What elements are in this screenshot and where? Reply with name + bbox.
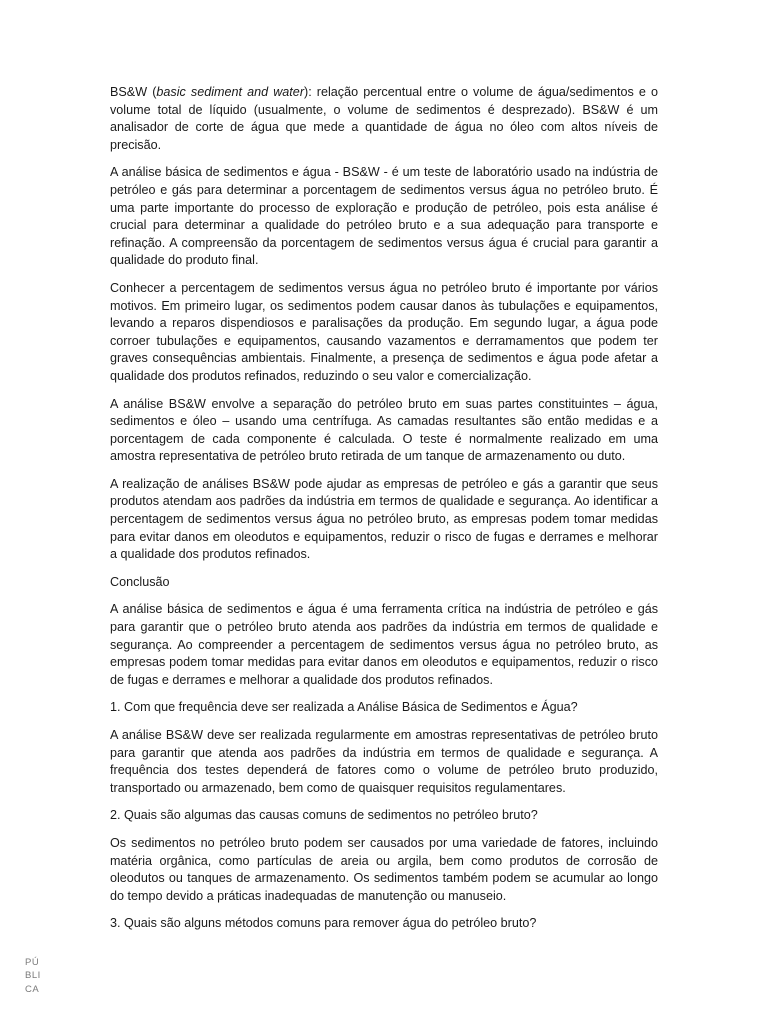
classification-line-2: BLI	[25, 970, 41, 982]
body-paragraph-4: A realização de análises BS&W pode ajudar as empresas de petróleo e gás a garantir que seus produtos atendam aos padrões da indústria em termos de qualidade e segurança. Ao identificar a percentagem de sedimentos versus água no petróleo bruto, as empresas podem tomar medidas para evitar danos em oleodutos e equipamentos, reduzir o risco de fugas e derrames e melhorar a qualidade dos produtos refinados.	[110, 476, 658, 562]
classification-line-3: CA	[25, 983, 40, 995]
faq-question-2: 2. Quais são algumas das causas comuns de sedimentos no petróleo bruto?	[110, 808, 538, 823]
faq-answer-2: Os sedimentos no petróleo bruto podem ser causados por uma variedade de fatores, incluindo matéria orgânica, como partículas de areia ou argila, bem como produtos de corrosão de oleodutos ou tanques de armazenamento. Os sedimentos também podem se acumular ao longo do tempo devido a práticas inadequadas de manutenção ou manuseio.	[110, 835, 658, 903]
faq-question-1: 1. Com que frequência deve ser realizada a Análise Básica de Sedimentos e Água?	[110, 700, 578, 715]
classification-label	[25, 956, 41, 996]
faq-question-3: 3. Quais são alguns métodos comuns para remover água do petróleo bruto?	[110, 916, 537, 931]
document-body	[110, 84, 658, 943]
classification-line-1: PÚ	[25, 957, 40, 968]
intro-lead-rest: ): relação percentual entre o volume de água/sedimentos e o volume total de líquido (usualmente, o volume de sedimentos é desprezado). BS&W é um analisador de corte de água que mede a quantidade de água no óleo com altos níveis de precisão.	[110, 85, 658, 152]
body-paragraph-2: Conhecer a percentagem de sedimentos versus água no petróleo bruto é importante por vários motivos. Em primeiro lugar, os sedimentos podem causar danos às tubulações e equipamentos, levando a reparos dispendiosos e paralisações da produção. Em segundo lugar, a água pode corroer tubulações e equipamentos, causando vazamentos e derramamentos que podem ter graves consequências ambientais. Finalmente, a presença de sedimentos e água pode afetar a qualidade dos produtos refinados, reduzindo o seu valor e comercialização.	[110, 280, 658, 383]
faq-answer-1: A análise BS&W deve ser realizada regularmente em amostras representativas de petróleo bruto para garantir que atenda aos padrões da indústria em termos de qualidade e segurança. A frequência dos testes dependerá de fatores como o volume de petróleo bruto produzido, transportado ou armazenado, bem como de quaisquer requisitos regulamentares.	[110, 728, 658, 795]
conclusion-heading: Conclusão	[110, 574, 170, 589]
intro-paragraph	[110, 84, 658, 154]
body-paragraph-3: A análise BS&W envolve a separação do petróleo bruto em suas partes constituintes – água, sedimentos e óleo – usando uma centrífuga. As camadas resultantes são então medidas e a porcentagem de cada componente é calculada. O teste é normalmente realizado em uma amostra representativa de petróleo bruto retirada de um tanque de armazenamento ou duto.	[110, 396, 658, 464]
body-paragraph-1: A análise básica de sedimentos e água - BS&W - é um teste de laboratório usado na indústria de petróleo e gás para determinar a porcentagem de sedimentos versus água no petróleo bruto. É uma parte importante do processo de exploração e produção de petróleo, pois esta análise é crucial para determinar a qualidade do petróleo bruto e a sua adequação para transporte e refinação. A compreensão da porcentagem de sedimentos versus água é crucial para garantir a qualidade do produto final.	[110, 165, 658, 268]
conclusion-paragraph: A análise básica de sedimentos e água é uma ferramenta crítica na indústria de petróleo e gás para garantir que o petróleo bruto atenda aos padrões da indústria em termos de qualidade e segurança. Ao compreender a percentagem de sedimentos versus água no petróleo bruto, as empresas podem tomar medidas para evitar danos em oleodutos e equipamentos, reduzir o risco de fugas e derrames e melhorar a qualidade dos produtos refinados.	[110, 602, 658, 687]
intro-lead-emphasis: basic sediment and water	[156, 85, 305, 99]
intro-lead: BS&W (	[110, 85, 157, 99]
